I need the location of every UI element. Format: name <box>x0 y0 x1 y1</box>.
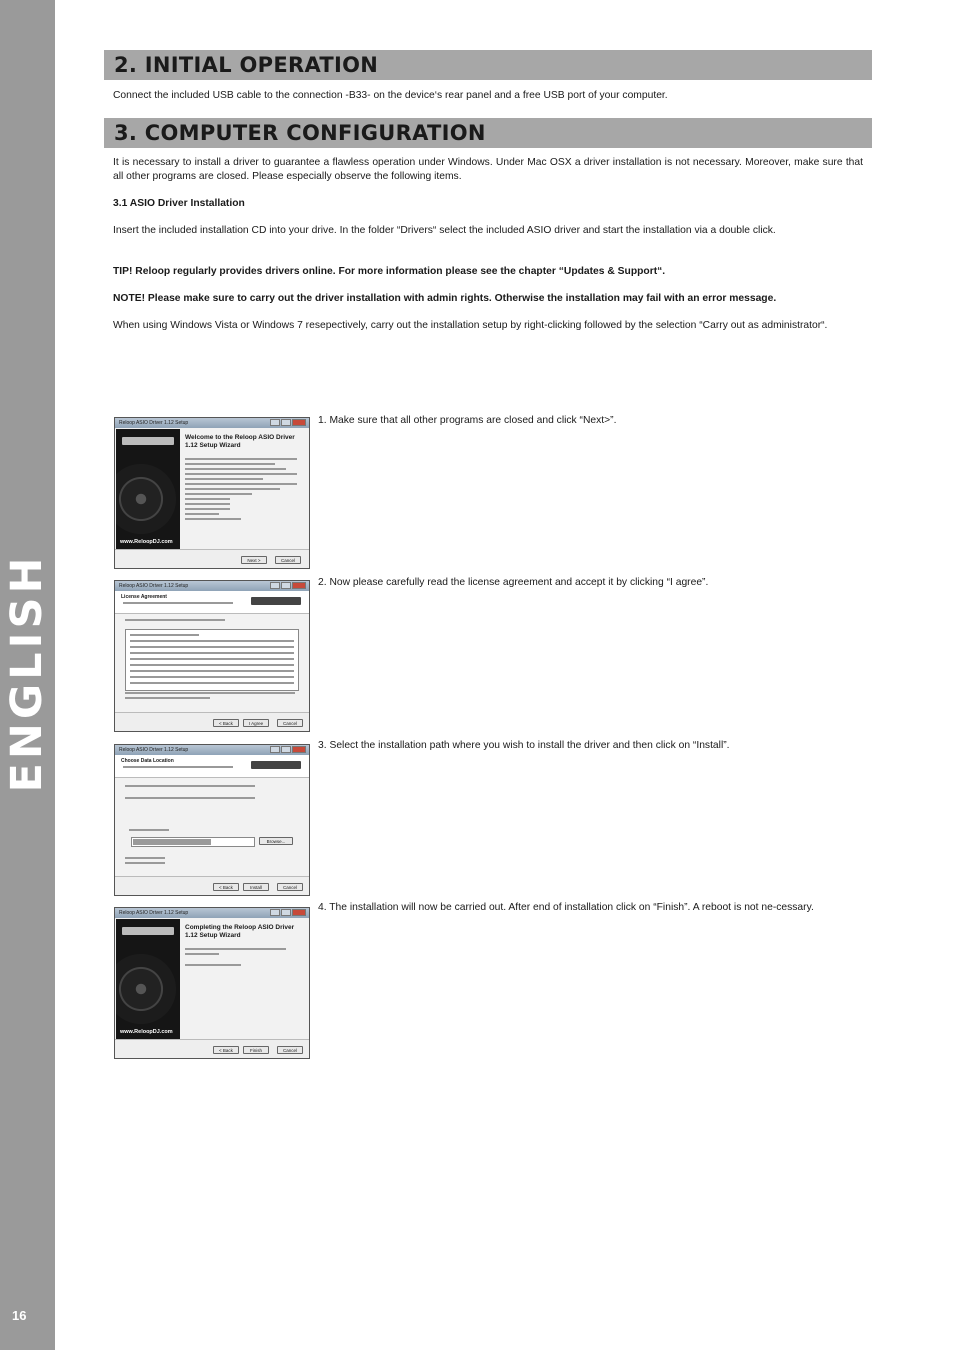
cancel-button[interactable]: Cancel <box>277 719 303 727</box>
close-icon <box>292 582 306 589</box>
back-button[interactable]: < Back <box>213 719 239 727</box>
minimize-icon <box>270 909 280 916</box>
destination-folder-input[interactable] <box>131 837 255 847</box>
section-heading-initial-operation: 2. INITIAL OPERATION <box>104 50 872 80</box>
wizard-header: Choose Data Location <box>115 755 309 778</box>
reloop-logo <box>122 437 174 445</box>
screenshot-completing-wizard <box>114 907 310 1059</box>
install-button[interactable]: Install <box>243 883 269 891</box>
back-button[interactable]: < Back <box>213 1046 239 1054</box>
wizard-footer <box>115 1039 309 1058</box>
close-icon <box>292 419 306 426</box>
step-3-text: 3. Select the installation path where you wish to install the driver and then click on “Install”. <box>318 740 730 751</box>
wizard-header: License Agreement <box>115 591 309 614</box>
maximize-icon <box>281 909 291 916</box>
asio-subheading: 3.1 ASIO Driver Installation <box>113 198 245 209</box>
minimize-icon <box>270 419 280 426</box>
minimize-icon <box>270 582 280 589</box>
wizard-footer <box>115 549 309 568</box>
minimize-icon <box>270 746 280 753</box>
maximize-icon <box>281 419 291 426</box>
next-button[interactable]: Next > <box>241 556 267 564</box>
language-sidebar <box>0 0 55 1350</box>
installer-banner: www.ReloopDJ.com <box>116 919 180 1039</box>
close-icon <box>292 746 306 753</box>
insert-cd-text: Insert the included installation CD into your drive. In the folder “Drivers“ select the included ASIO driver and start the installation via a double click. <box>113 225 776 236</box>
window-titlebar: Reloop ASIO Driver 1.12 Setup <box>115 581 309 591</box>
step-2-text: 2. Now please carefully read the license agreement and accept it by clicking “I agree”. <box>318 577 709 588</box>
maximize-icon <box>281 746 291 753</box>
screenshot-choose-location <box>114 744 310 896</box>
cancel-button[interactable]: Cancel <box>277 883 303 891</box>
language-label: ENGLISH <box>2 552 52 793</box>
page-number: 16 <box>12 1308 27 1323</box>
window-titlebar: Reloop ASIO Driver 1.12 Setup <box>115 745 309 755</box>
screenshot-license-agreement <box>114 580 310 732</box>
cancel-button[interactable]: Cancel <box>275 556 301 564</box>
configuration-intro: It is necessary to install a driver to guarantee a flawless operation under Windows. Under Mac OSX a driver installation is not necessary. Moreover, make sure that all other programs are closed. Please especially observe the following items. <box>113 157 863 182</box>
finish-button[interactable]: Finish <box>243 1046 269 1054</box>
close-icon <box>292 909 306 916</box>
vista-text: When using Windows Vista or Windows 7 resepectively, carry out the installation setup by right-clicking followed by the selection “Carry out as administrator“. <box>113 320 828 331</box>
wizard-heading: Completing the Reloop ASIO Driver 1.12 Setup Wizard <box>185 924 295 939</box>
reloop-logo <box>251 597 301 605</box>
back-button[interactable]: < Back <box>213 883 239 891</box>
turntable-image <box>116 954 176 1024</box>
step-1-text: 1. Make sure that all other programs are closed and click “Next>”. <box>318 415 617 426</box>
installer-banner: www.ReloopDJ.com <box>116 429 180 549</box>
step-4-text: 4. The installation will now be carried out. After end of installation click on “Finish”. A reboot is not ne-cessary. <box>318 902 814 913</box>
wizard-footer <box>115 712 309 731</box>
screenshot-welcome-wizard <box>114 417 310 569</box>
i-agree-button[interactable]: I Agree <box>243 719 269 727</box>
window-titlebar: Reloop ASIO Driver 1.12 Setup <box>115 908 309 918</box>
license-text-box[interactable] <box>125 629 299 691</box>
turntable-image <box>116 464 176 534</box>
window-titlebar: Reloop ASIO Driver 1.12 Setup <box>115 418 309 428</box>
reloop-logo <box>251 761 301 769</box>
initial-operation-text: Connect the included USB cable to the connection -B33- on the device‘s rear panel and a free USB port of your computer. <box>113 90 668 101</box>
wizard-heading: Welcome to the Reloop ASIO Driver 1.12 Setup Wizard <box>185 434 295 449</box>
reloop-logo <box>122 927 174 935</box>
cancel-button[interactable]: Cancel <box>277 1046 303 1054</box>
wizard-footer <box>115 876 309 895</box>
maximize-icon <box>281 582 291 589</box>
tip-text: TIP! Reloop regularly provides drivers online. For more information please see the chapter “Updates & Support“. <box>113 266 666 277</box>
browse-button[interactable]: Browse... <box>259 837 293 845</box>
note-text: NOTE! Please make sure to carry out the driver installation with admin rights. Otherwise the installation may fail with an error message. <box>113 293 777 304</box>
section-heading-computer-configuration: 3. COMPUTER CONFIGURATION <box>104 118 872 148</box>
